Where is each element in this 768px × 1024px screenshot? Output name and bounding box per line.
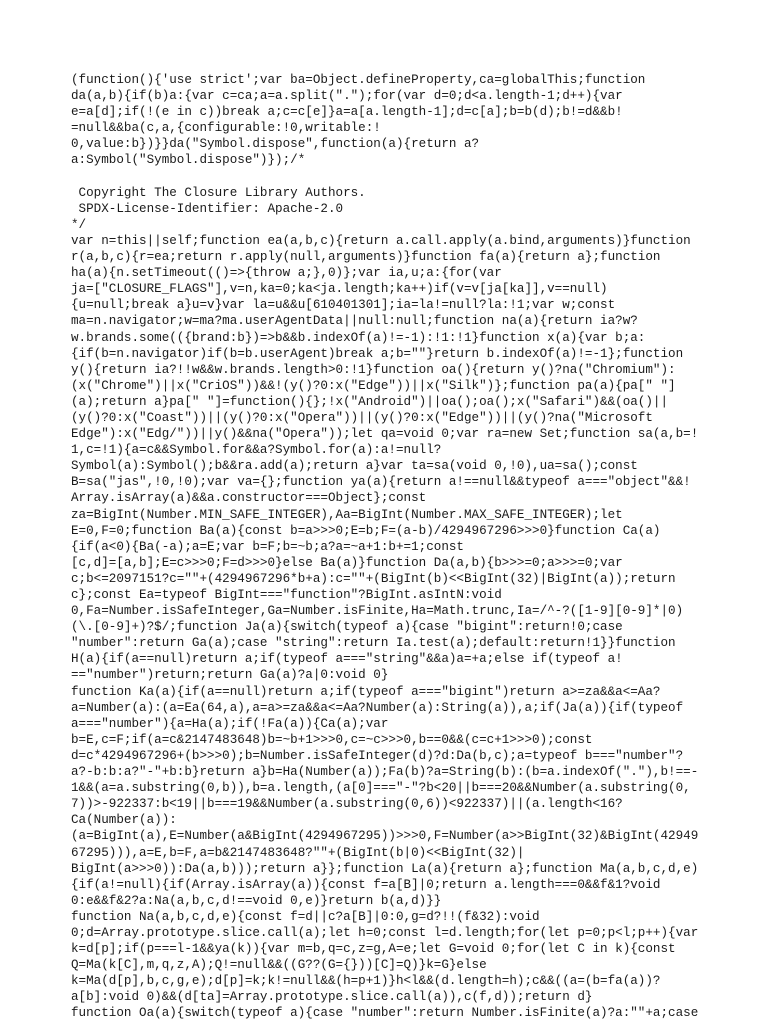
code-line: ha(a){n.setTimeout(()=>{throw a;},0)};var ia,u;a:{for(var — [71, 266, 502, 281]
code-line: E=0,F=0;function Ba(a){const b=a>>>0;E=b;F=(a-b)/4294967296>>>0}function Ca(a) — [71, 523, 661, 538]
code-line: H(a){if(a==null)return a;if(typeof a==="string"&&a)a=+a;else if(typeof a! — [71, 652, 623, 667]
code-line: k=d[p];if(p===l-1&&ya(k)){var m=b,q=c,z=g,A=e;let G=void 0;for(let C in k){const — [71, 942, 676, 957]
code-line: {u=null;break a}u=v}var la=u&&u[610401301];ia=la!=null?la:!1;var w;const — [71, 298, 616, 313]
code-line: 0:e&&f&2?a:Na(a,b,c,d!==void 0,e)}return b(a,d)}} — [71, 893, 442, 908]
code-line: b=E,c=F;if(a=c&2147483648)b=~b+1>>>0,c=~c>>>0,b==0&&(c=c+1>>>0);const — [71, 732, 593, 747]
code-line: 1&&(a=a.substring(0,b)),b=a.length,(a[0]==="-"?b<20||b===20&&Number(a.substring(0, — [71, 781, 691, 796]
code-line: 1,c=!1){a=c&&Symbol.for&&a?Symbol.for(a):a!=null? — [71, 443, 442, 458]
code-line: SPDX-License-Identifier: Apache-2.0 — [71, 201, 344, 216]
code-line: {if(b=n.navigator)if(b=b.userAgent)break a;b=""}return b.indexOf(a)!=-1};function — [71, 346, 684, 361]
code-line: Array.isArray(a)&&a.constructor===Object};const — [71, 491, 427, 506]
code-line: 7))>-922337:b<19||b===19&&Number(a.substring(0,6))<922337)||(a.length<16? — [71, 797, 623, 812]
code-line: Edge"):x("Edg/"))||y()&&na("Opera"));let qa=void 0;var ra=new Set;function sa(a,b=! — [71, 427, 699, 442]
code-line: w.brands.some(({brand:b})=>b&&b.indexOf(a)!=-1):!1:!1}function x(a){var b;a: — [71, 330, 646, 345]
code-line: za=BigInt(Number.MIN_SAFE_INTEGER),Aa=BigInt(Number.MAX_SAFE_INTEGER);let — [71, 507, 623, 522]
code-line: (a=BigInt(a),E=Number(a&BigInt(4294967295))>>>0,F=Number(a>>BigInt(32)&BigInt(42949 — [71, 829, 699, 844]
source-code-text — [71, 72, 711, 1022]
code-line: r(a,b,c){r=ea;return r.apply(null,arguments)}function fa(a){return a};function — [71, 250, 661, 265]
code-line: [c,d]=[a,b];E=c>>>0;F=d>>>0}else Ba(a)}function Da(a,b){b>>>=0;a>>>=0;var — [71, 555, 623, 570]
code-line: function Na(a,b,c,d,e){const f=d||c?a[B]|0:0,g=d?!!(f&32):void — [71, 909, 540, 924]
code-line: c};const Ea=typeof BigInt==="function"?BigInt.asIntN:void — [71, 588, 502, 602]
code-line: {if(a<0){Ba(-a);a=E;var b=F;b=~b;a?a=~a+1:b+=1;const — [71, 539, 464, 554]
code-line: =="number")return;return Ga(a)?a|0:void 0} — [71, 668, 389, 683]
code-line: e=a[d];if(!(e in c))break a;c=c[e]}a=a[a.length-1];d=c[a];b=b(d);b!=d&&b! — [71, 105, 623, 120]
code-line: y(){return ia?!!w&&w.brands.length>0:!1}function oa(){return y()?na("Chromium"): — [71, 362, 676, 377]
code-line: function Oa(a){switch(typeof a){case "number":return Number.isFinite(a)?a:""+a;case — [71, 1006, 699, 1021]
code-line: (x("Chrome")||x("CriOS"))&&!(y()?0:x("Edge"))||x("Silk")};function pa(a){pa[" "] — [71, 378, 676, 393]
code-line: Ca(Number(a)): — [71, 813, 177, 828]
code-line: k=Ma(d[p],b,c,g,e);d[p]=k;k!=null&&(h=p+1)}h<l&&(d.length=h);c&&((a=(b=fa(a))? — [71, 974, 661, 989]
code-line: a==="number"){a=Ha(a);if(!Fa(a)){Ca(a);var — [71, 716, 389, 731]
code-line: a?-b:b:a?"-"+b:b}return a}b=Ha(Number(a));Fa(b)?a=String(b):(b=a.indexOf("."),b!==- — [71, 765, 699, 780]
code-line: (\.[0-9]+)?$/;function Ja(a){switch(typeof a){case "bigint":return!0;case — [71, 620, 623, 635]
code-line: 0,Fa=Number.isSafeInteger,Ga=Number.isFinite,Ha=Math.trunc,Ia=/^-?([1-9][0-9]*|0) — [71, 604, 684, 619]
code-line: a[b]:void 0)&&(d[ta]=Array.prototype.slice.call(a)),c(f,d));return d} — [71, 990, 593, 1005]
code-line: "number":return Ga(a);case "string":return Ia.test(a);default:return!1}}function — [71, 636, 676, 651]
code-line: B=sa("jas",!0,!0);var va={};function ya(a){return a!==null&&typeof a==="object"&&! — [71, 475, 691, 490]
code-line: a=Number(a):(a=Ea(64,a),a=a>=za&&a<=Aa?Number(a):String(a)),a;if(Ja(a)){if(typeof — [71, 700, 684, 715]
code-line: a:Symbol("Symbol.dispose")});/* — [71, 153, 306, 168]
code-line: da(a,b){if(b)a:{var c=ca;a=a.split(".");for(var d=0;d<a.length-1;d++){var — [71, 89, 623, 104]
code-line: var n=this||self;function ea(a,b,c){return a.call.apply(a.bind,arguments)}function — [71, 233, 691, 248]
code-line: =null&&ba(c,a,{configurable:!0,writable:! — [71, 121, 381, 136]
code-line: 67295))),a=E,b=F,a=b&2147483648?""+(BigInt(b|0)<<BigInt(32)| — [71, 845, 525, 860]
code-line: (y()?0:x("Coast"))||(y()?0:x("Opera"))||(y()?0:x("Edge"))||(y()?na("Microsoft — [71, 410, 653, 425]
code-line: BigInt(a>>>0)):Da(a,b)));return a}};function La(a){return a};function Ma(a,b,c,d,e) — [71, 861, 699, 876]
code-line: 0,value:b})}}da("Symbol.dispose",function(a){return a? — [71, 137, 480, 152]
code-line: Copyright The Closure Library Authors. — [71, 185, 366, 200]
code-line — [71, 169, 711, 185]
code-line: Q=Ma(k[C],m,q,z,A);Q!=null&&((G??(G={}))[C]=Q)}k=G}else — [71, 958, 487, 973]
code-line: (a);return a}pa[" "]=function(){};!x("Android")||oa();oa();x("Safari")&&(oa()|| — [71, 394, 669, 409]
code-line: (function(){'use strict';var ba=Object.defineProperty,ca=globalThis;function — [71, 73, 646, 87]
code-line: function Ka(a){if(a==null)return a;if(typeof a==="bigint")return a>=za&&a<=Aa? — [71, 684, 661, 699]
code-line: ma=n.navigator;w=ma?ma.userAgentData||null:null;function na(a){return ia?w? — [71, 314, 638, 329]
code-line: ja=["CLOSURE_FLAGS"],v=n,ka=0;ka<ja.length;ka++)if(v=v[ja[ka]],v==null) — [71, 282, 608, 297]
code-line: 0;d=Array.prototype.slice.call(a);let h=0;const l=d.length;for(let p=0;p<l;p++){var — [71, 925, 699, 940]
code-line: Symbol(a):Symbol();b&&ra.add(a);return a}var ta=sa(void 0,!0),ua=sa();const — [71, 459, 638, 474]
code-line: d=c*4294967296+(b>>>0);b=Number.isSafeInteger(d)?d:Da(b,c);a=typeof b==="number"? — [71, 748, 684, 763]
code-line: {if(a!=null){if(Array.isArray(a)){const f=a[B]|0;return a.length===0&&f&1?void — [71, 877, 661, 892]
code-line: */ — [71, 217, 87, 232]
code-line: c;b<=2097151?c=""+(4294967296*b+a):c=""+(BigInt(b)<<BigInt(32)|BigInt(a));return — [71, 571, 676, 586]
